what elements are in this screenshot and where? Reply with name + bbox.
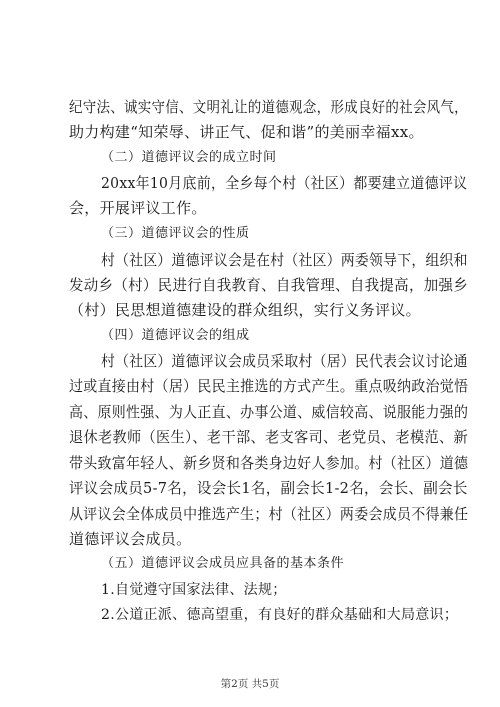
- list-item: 1.自觉遵守国家法律、法规；: [101, 582, 287, 598]
- section-heading: （五）道德评议会成员应具备的基本条件: [101, 556, 345, 571]
- body-line: 带头致富年轻人、新乡贤和各类身边好人参加。村（社区）道德: [69, 454, 469, 472]
- section-heading: （四）道德评议会的组成: [101, 328, 250, 343]
- body-line: 20xx年10月底前，全乡每个村（社区）都要建立道德评议: [101, 174, 468, 192]
- page-footer: 第2页 共5页: [220, 678, 280, 690]
- body-line: 从评议会全体成员中推选产生；村（社区）两委会成员不得兼任: [69, 505, 469, 523]
- section-heading: （二）道德评议会的成立时间: [101, 150, 277, 165]
- body-line: 纪守法、诚实守信、文明礼让的道德观念，形成良好的社会风气，: [69, 98, 468, 116]
- body-line: 退休老教师（医生）、老干部、老支客司、老党员、老模范、新: [69, 428, 469, 446]
- body-line: （村）民思想道德建设的群众组织，实行义务评议。: [69, 301, 421, 319]
- body-line: 高、原则性强、为人正直、办事公道、威信较高、说服能力强的: [69, 403, 469, 421]
- section-heading: （三）道德评议会的性质: [101, 226, 250, 241]
- body-line: 道德评议会成员。: [69, 530, 192, 548]
- list-item: 2.公道正派、德高望重，有良好的群众基础和大局意识；: [101, 607, 459, 623]
- body-line: 发动乡（村）民进行自我教育、自我管理、自我提高，加强乡: [69, 276, 469, 294]
- body-line: 评议会成员5-7名，设会长1名，副会长1-2名，会长、副会长: [69, 479, 468, 497]
- body-line: 村（社区）道德评议会成员采取村（居）民代表会议讨论通: [101, 352, 468, 370]
- body-line: 过或直接由村（居）民民主推选的方式产生。重点吸纳政治觉悟: [69, 377, 469, 395]
- body-line: 助力构建“知荣辱、讲正气、促和谐”的美丽幸福xx。: [69, 123, 424, 141]
- body-line: 会，开展评议工作。: [69, 199, 207, 217]
- body-line: 村（社区）道德评议会是在村（社区）两委领导下，组织和: [101, 251, 468, 269]
